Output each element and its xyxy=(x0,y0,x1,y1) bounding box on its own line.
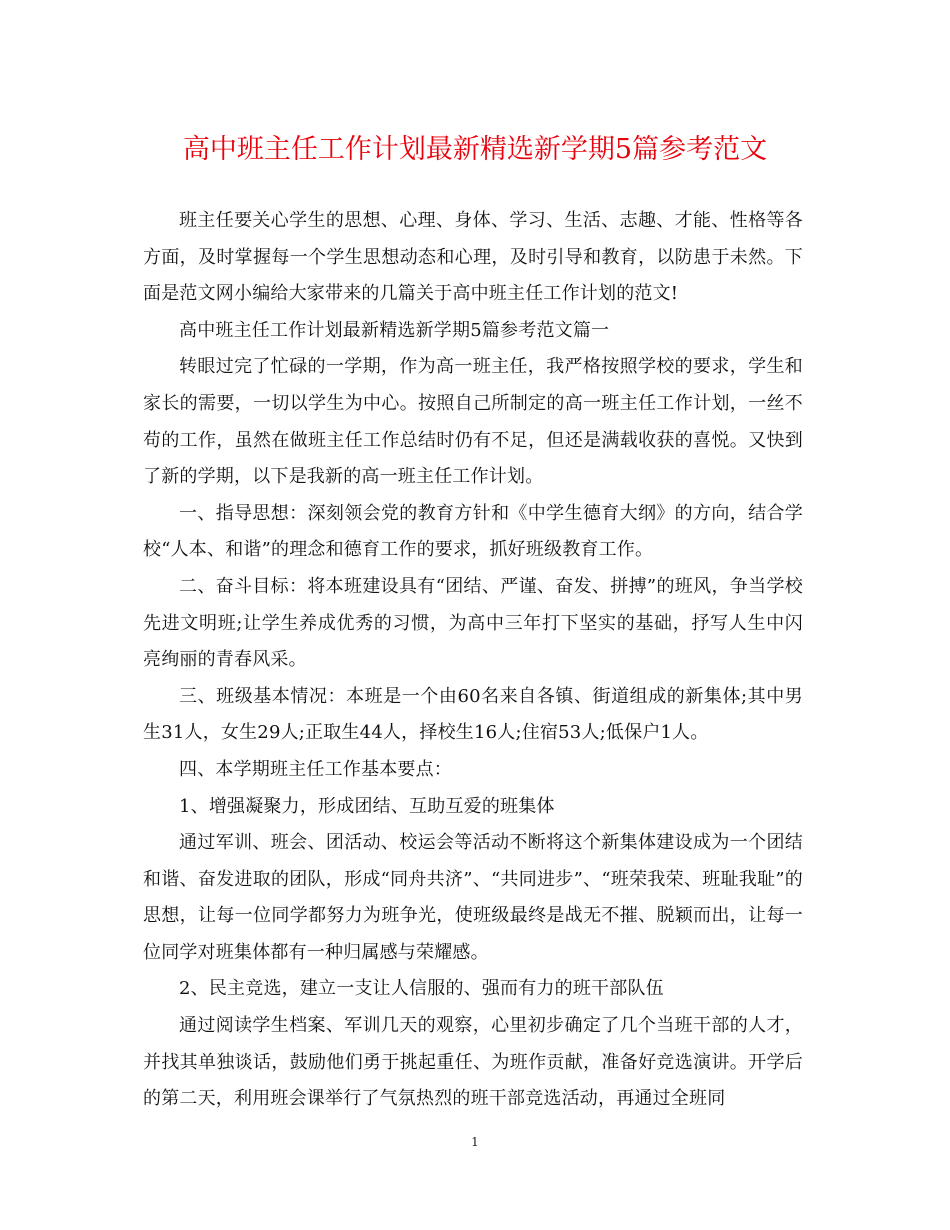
subsection-paragraph-1: 通过军训、班会、团活动、校运会等活动不断将这个新集体建设成为一个团结和谐、奋发进取的团队，形成“同舟共济”、“共同进步”、“班荣我荣、班耻我耻”的思想，让每一位同学都努力为班争光，使班级最终是战无不摧、脱颖而出，让每一位同学对班集体都有一种归属感与荣耀感。 xyxy=(143,832,803,963)
page-number: 1 xyxy=(471,1135,479,1149)
subsection-heading-1: 1、增强凝聚力，形成团结、互助互爱的班集体 xyxy=(179,795,555,817)
key-points-heading: 四、本学期班主任工作基本要点： xyxy=(179,758,452,780)
body-paragraph: 转眼过完了忙碌的一学期，作为高一班主任，我严格按照学校的要求，学生和家长的需要，一切以学生为中心。按照自己所制定的高一班主任工作计划，一丝不苟的工作，虽然在做班主任工作总结时仍有不足，但还是满载收获的喜悦。又快到了新的学期，以下是我新的高一班主任工作计划。 xyxy=(143,356,803,488)
subsection-heading-2: 2、民主竞选，建立一支让人信服的、强而有力的班干部队伍 xyxy=(179,978,664,1000)
document-body xyxy=(143,203,803,1118)
intro-paragraph: 班主任要关心学生的思想、心理、身体、学习、生活、志趣、才能、性格等各方面，及时掌握每一个学生思想动态和心理，及时引导和教育，以防患于未然。下面是范文网小编给大家带来的几篇关于高中班主任工作计划的范文! xyxy=(143,210,803,305)
class-info-paragraph: 三、班级基本情况：本班是一个由60名来自各镇、街道组成的新集体;其中男生31人，女生29人;正取生44人，择校生16人;住宿53人;低保户1人。 xyxy=(143,685,803,744)
section-heading: 高中班主任工作计划最新精选新学期5篇参考范文篇一 xyxy=(179,319,610,341)
subsection-paragraph-2: 通过阅读学生档案、军训几天的观察，心里初步确定了几个当班干部的人才，并找其单独谈话，鼓励他们勇于挑起重任、为班作贡献，准备好竞选演讲。开学后的第二天，利用班会课举行了气氛热烈的班干部竞选活动，再通过全班同 xyxy=(143,1015,803,1110)
document-title: 高中班主任工作计划最新精选新学期5篇参考范文 xyxy=(182,134,768,165)
goal-paragraph: 二、奋斗目标：将本班建设具有“团结、严谨、奋发、拼搏”的班风，争当学校先进文明班;让学生养成优秀的习惯，为高中三年打下坚实的基础，抒写人生中闪亮绚丽的青春风采。 xyxy=(143,575,803,671)
guiding-thought-paragraph: 一、指导思想：深刻领会党的教育方针和《中学生德育大纲》的方向，结合学校“人本、和谐”的理念和德育工作的要求，抓好班级教育工作。 xyxy=(143,502,803,561)
